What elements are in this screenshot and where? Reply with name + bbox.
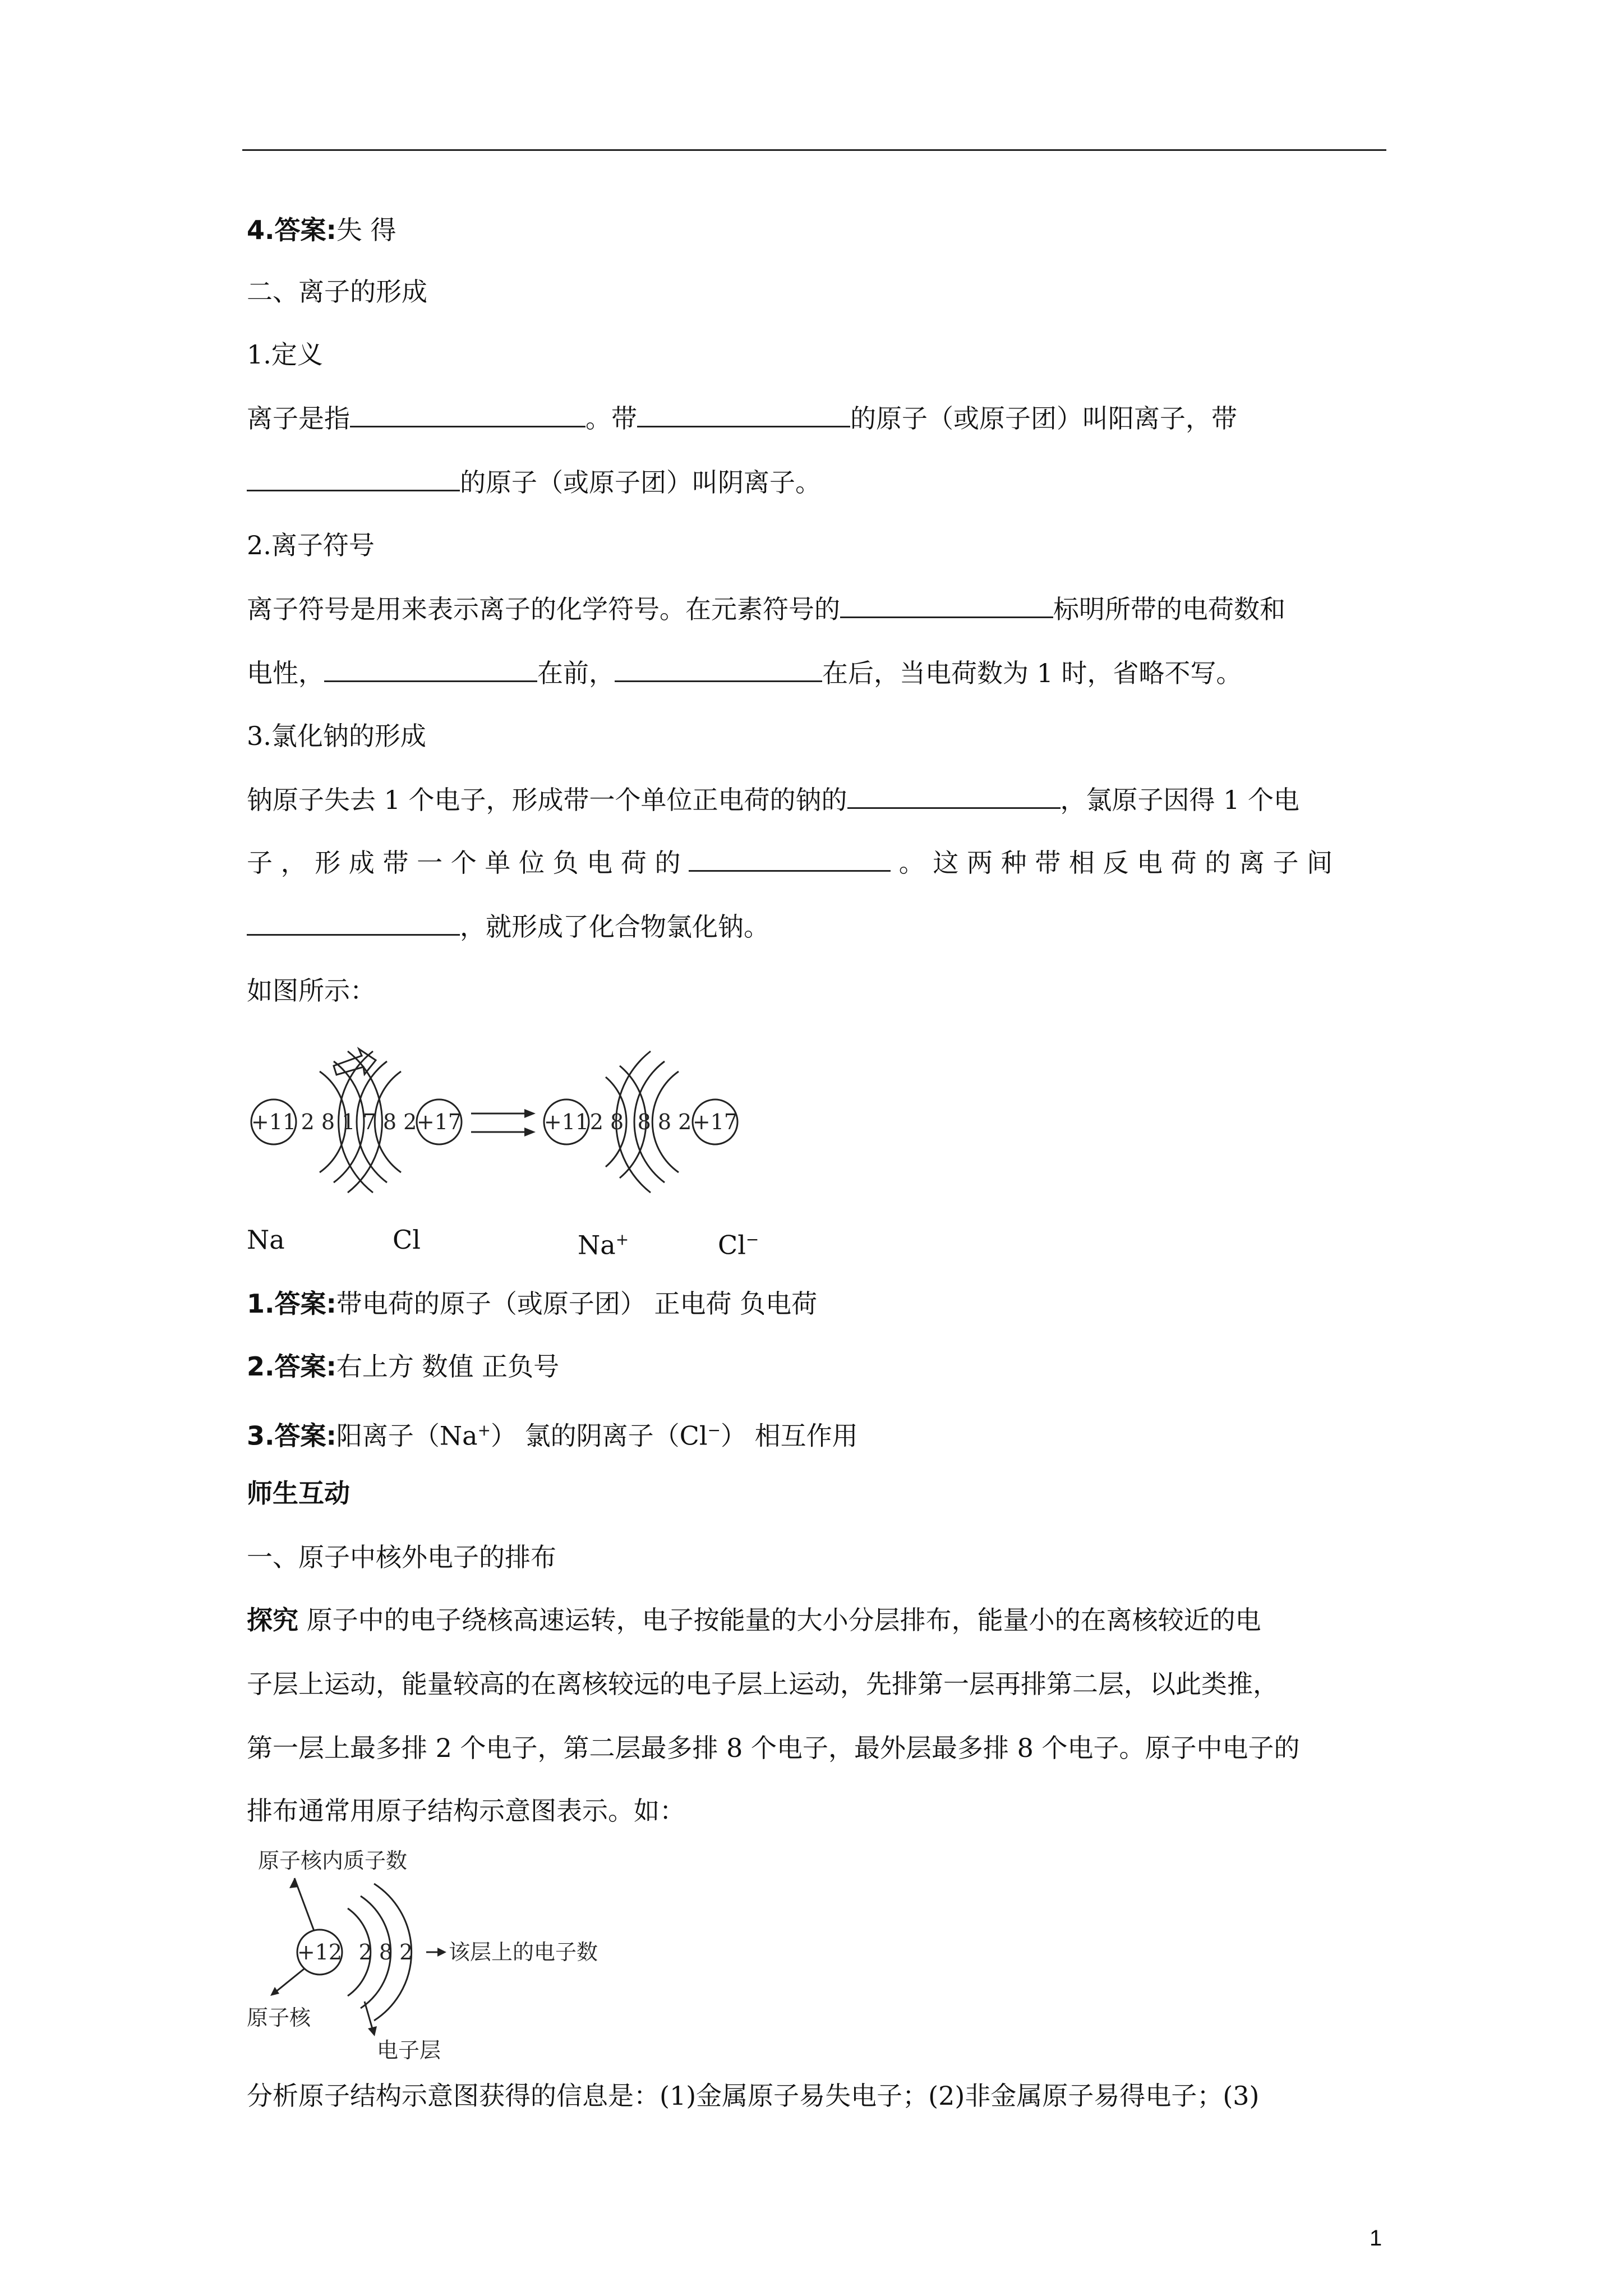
definition-line-2 [247, 466, 1385, 499]
na-nucleus-label: +11 [251, 1110, 297, 1134]
cl-nucleus-label: +17 [416, 1110, 462, 1134]
page-number: 1 [1370, 2226, 1382, 2251]
fill-blank[interactable] [247, 910, 460, 936]
text: 的原子（或原子团）叫阴离子。 [460, 467, 821, 498]
na-shell-numbers: 2 8 1 [301, 1110, 356, 1134]
shell-electron-count-label: 该层上的电子数 [449, 1940, 598, 1964]
answer-label: 1.答案: [247, 1289, 336, 1319]
answer-label: 2.答案: [247, 1351, 336, 1382]
na-ion-nucleus-label: +11 [543, 1110, 589, 1134]
nacl-title: 3.氯化钠的形成 [247, 721, 426, 751]
explore-label: 探究 [247, 1605, 298, 1635]
definition-title: 1.定义 [247, 339, 323, 370]
header-rule [242, 149, 1386, 151]
answer-text: ） 相互作用 [721, 1420, 858, 1451]
text: 。带 [585, 403, 637, 434]
shell-electron-numbers: 2 8 2 [358, 1940, 413, 1964]
answer-label: 4.答案: [247, 215, 336, 245]
cl-shell-numbers: 7 8 2 [362, 1110, 417, 1134]
text: 。 这 两 种 带 相 反 电 荷 的 离 子 间 [898, 848, 1333, 878]
label-na: Na [247, 1225, 285, 1255]
interaction-heading: 师生互动 [247, 1478, 350, 1508]
atomic-structure-diagram [241, 1846, 623, 2064]
answer-2-line [247, 1350, 1385, 1383]
explore-line-2: 子层上运动，能量较高的在离核较远的电子层上运动，先排第一层再排第二层，以此类推， [247, 1669, 1279, 1699]
fill-blank[interactable] [637, 402, 850, 427]
electron-shell-label: 电子层 [377, 2038, 441, 2063]
answer-label: 3.答案: [247, 1420, 336, 1451]
arrow-head [437, 1948, 446, 1957]
text: 的原子（或原子团）叫阳离子，带 [850, 403, 1237, 434]
text: 离子是指 [247, 403, 350, 434]
nucleus-charge-label: +12 [297, 1940, 343, 1964]
ion-symbol-line-1 [247, 592, 1385, 626]
text: Na [578, 1230, 616, 1260]
label-cl-ion [718, 1223, 759, 1262]
text: 钠原子失去 1 个电子，形成带一个单位正电荷的钠的 [247, 785, 847, 815]
answer-text: 带电荷的原子（或原子团） 正电荷 负电荷 [336, 1289, 818, 1319]
fill-blank[interactable] [847, 784, 1061, 809]
explore-line-3: 第一层上最多排 2 个电子，第二层最多排 8 个电子，最外层最多排 8 个电子。原子中电子的 [247, 1733, 1300, 1763]
answer-text: 阳离子（Na [336, 1420, 478, 1451]
text: 在后，当电荷数为 1 时，省略不写。 [822, 658, 1242, 688]
explore-line-4: 排布通常用原子结构示意图表示。如： [247, 1796, 685, 1826]
answer-4-line [247, 213, 1385, 247]
arrow-head-1 [524, 1109, 536, 1118]
proton-count-label: 原子核内质子数 [258, 1848, 408, 1873]
text: 电性， [247, 658, 324, 688]
fill-blank[interactable] [840, 593, 1053, 618]
text: 子 ， 形 成 带 一 个 单 位 负 电 荷 的 [247, 848, 681, 878]
nacl-line-3 [247, 910, 1385, 944]
fill-blank[interactable] [615, 657, 822, 682]
superscript: + [615, 1230, 629, 1249]
superscript: − [707, 1421, 721, 1439]
text: Cl [718, 1230, 746, 1260]
definition-line-1 [247, 402, 1385, 435]
as-shown-text: 如图所示： [247, 976, 376, 1006]
text: ，就形成了化合物氯化钠。 [460, 912, 769, 942]
nacl-formation-diagram [236, 1032, 774, 1223]
text: 离子符号是用来表示离子的化学符号。在元素符号的 [247, 594, 840, 624]
analysis-line: 分析原子结构示意图获得的信息是：(1)金属原子易失电子；(2)非金属原子易得电子；(3) [247, 2081, 1260, 2111]
nucleus-label: 原子核 [247, 2005, 311, 2030]
answer-text: 失 得 [336, 215, 396, 245]
answer-text: 右上方 数值 正负号 [336, 1351, 560, 1382]
cl-ion-nucleus-label: +17 [692, 1110, 738, 1134]
ion-symbol-title: 2.离子符号 [247, 530, 375, 560]
arrow-head [368, 2026, 377, 2036]
section-title-electron-arrangement: 一、原子中核外电子的排布 [247, 1542, 556, 1572]
label-na-ion [578, 1223, 629, 1262]
arrow-head [270, 1987, 279, 1996]
answer-1-line [247, 1287, 1385, 1320]
label-cl: Cl [393, 1225, 421, 1255]
answer-3-line [247, 1414, 1385, 1452]
na-ion-shell-numbers: 2 8 [589, 1110, 624, 1134]
nacl-line-1 [247, 783, 1385, 817]
section-title-ion-formation: 二、离子的形成 [247, 277, 427, 307]
ion-symbol-line-2 [247, 656, 1385, 690]
nacl-line-2 [247, 846, 1385, 880]
superscript: + [477, 1421, 491, 1439]
arrow-head-2 [524, 1128, 536, 1137]
fill-blank[interactable] [350, 402, 585, 427]
nucleus-pointer [275, 1969, 304, 1993]
text: 在前， [537, 658, 615, 688]
fill-blank[interactable] [324, 657, 537, 682]
text: ，氯原子因得 1 个电 [1060, 785, 1300, 815]
superscript: − [745, 1230, 759, 1249]
cl-ion-shell-numbers: 8 8 2 [637, 1110, 692, 1134]
text: 原子中的电子绕核高速运转，电子按能量的大小分层排布，能量小的在离核较近的电 [306, 1605, 1261, 1635]
explore-line-1 [247, 1603, 1385, 1637]
fill-blank[interactable] [247, 466, 460, 491]
shell-pointer [365, 2001, 373, 2031]
text: 标明所带的电荷数和 [1053, 594, 1285, 624]
answer-text: ） 氯的阴离子（Cl [491, 1420, 708, 1451]
fill-blank[interactable] [689, 846, 891, 872]
